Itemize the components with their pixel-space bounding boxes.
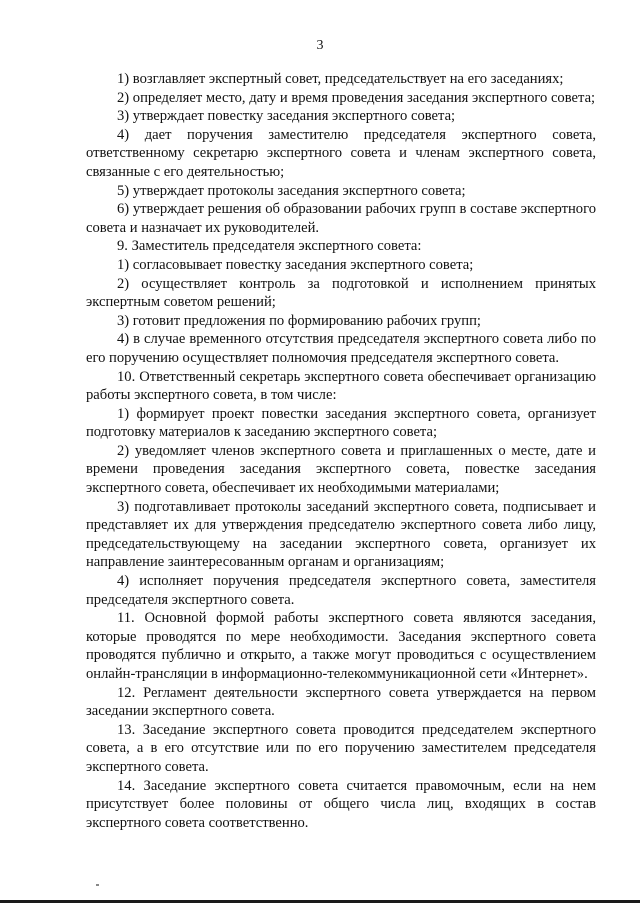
paragraph-chair-3: 3) утверждает повестку заседания экспертного совета; — [117, 108, 456, 125]
paragraph-chair-1: 1) возглавляет экспертный совет, председательствует на его заседаниях; — [117, 71, 564, 87]
section-14: 14. Заседание экспертного совета считается правомочным, если на нем присутствует более половины от общего числа лиц, входящих в состав экспертного совета соответственно. — [86, 777, 596, 831]
section-11: 11. Основной формой работы экспертного совета являются заседания, которые проводятся по мере необходимости. Заседания экспертного совета проводятся публично и открыто, а также могут проводиться с осуществлением онлайн-трансляции в информационно-телекоммуникационной сети «Интернет». — [86, 610, 596, 682]
paragraph-chair-6: 6) утверждает решения об образовании рабочих групп в составе экспертного совета и назначает их руководителей. — [86, 201, 596, 236]
scan-speck — [96, 884, 99, 886]
paragraph-secretary-3: 3) подготавливает протоколы заседаний экспертного совета, подписывает и представляет их для утверждения председателю экспертного совета либо лицу, председательствующему на заседании экспертного совета, организует их направление заинтересованным органам и организациям; — [86, 498, 596, 571]
document-body — [86, 70, 596, 832]
paragraph-deputy-4: 4) в случае временного отсутствия председателя экспертного совета либо по его поручению осуществляет полномочия председателя экспертного совета. — [86, 331, 596, 366]
page-number: 3 — [316, 38, 324, 53]
paragraph-deputy-1: 1) согласовывает повестку заседания экспертного совета; — [117, 256, 474, 273]
paragraph-deputy-2: 2) осуществляет контроль за подготовкой и исполнением принятых экспертным советом решений; — [86, 275, 596, 311]
paragraph-deputy-3: 3) готовит предложения по формированию рабочих групп; — [117, 312, 481, 329]
paragraph-secretary-1: 1) формирует проект повестки заседания экспертного совета, организует подготовку материалов к заседанию экспертного совета; — [86, 405, 596, 441]
paragraph-chair-5: 5) утверждает протоколы заседания экспертного совета; — [117, 182, 466, 199]
paragraph-secretary-2: 2) уведомляет членов экспертного совета и приглашенных о месте, дате и времени проведения заседания экспертного совета, повестке заседания экспертного совета, обеспечивает их необходимыми материалами; — [86, 442, 596, 497]
page-bottom-edge — [0, 900, 640, 903]
section-9-heading: 9. Заместитель председателя экспертного совета: — [117, 238, 422, 255]
section-10-heading: 10. Ответственный секретарь экспертного совета обеспечивает организацию работы экспертного совета, в том числе: — [86, 368, 596, 404]
section-12: 12. Регламент деятельности экспертного совета утверждается на первом заседании экспертного совета. — [86, 684, 596, 720]
paragraph-chair-2: 2) определяет место, дату и время проведения заседания экспертного совета; — [117, 89, 596, 106]
paragraph-chair-4: 4) дает поручения заместителю председателя экспертного совета, ответственному секретарю экспертного совета и членам экспертного совета, связанные с его деятельностью; — [86, 126, 596, 180]
paragraph-secretary-4: 4) исполняет поручения председателя экспертного совета, заместителя председателя экспертного совета. — [86, 573, 596, 608]
section-13: 13. Заседание экспертного совета проводится председателем экспертного совета, а в его отсутствие или по его поручению заместителем председателя экспертного совета. — [86, 721, 596, 775]
